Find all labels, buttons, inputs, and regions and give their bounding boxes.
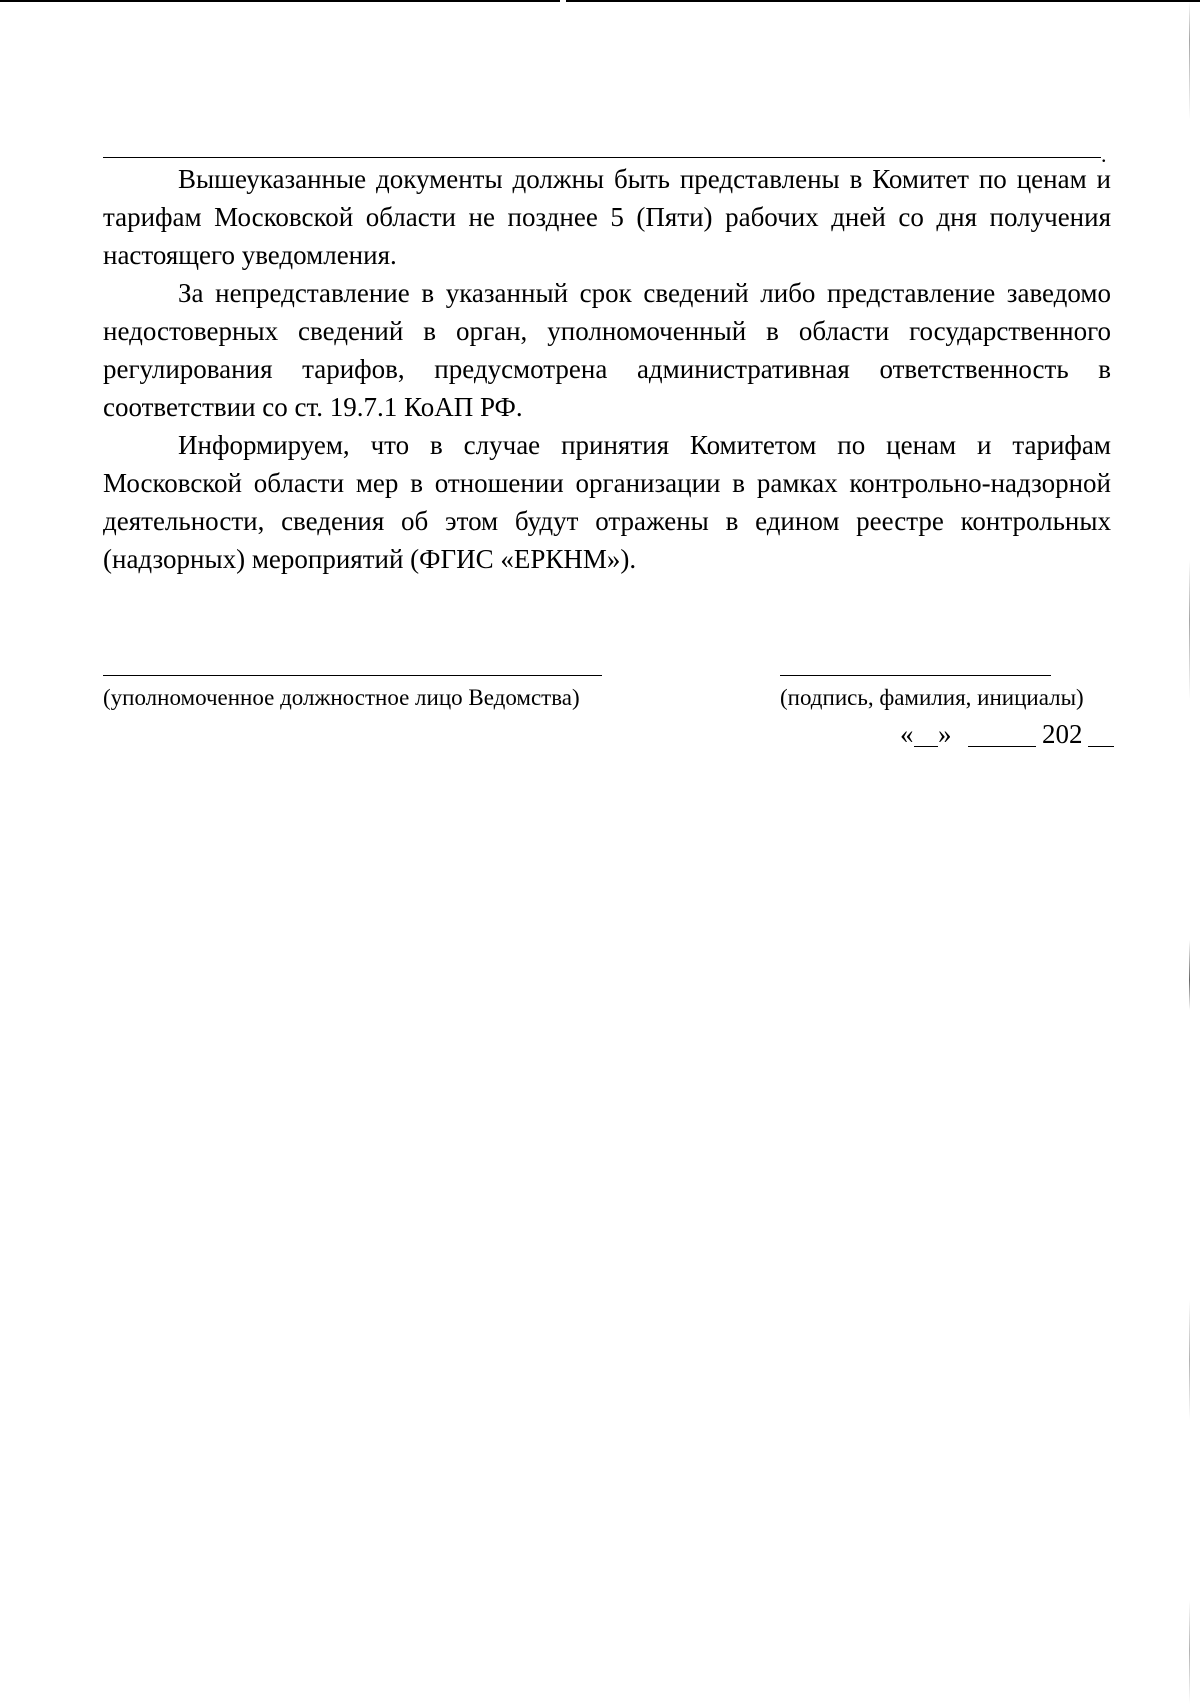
date-open-quote: « [900, 719, 914, 749]
paragraph-liability: За непредставление в указанный срок сведений либо представление заведомо недостоверных сведений в орган, уполномоченный в области государственного регулирования тарифов, предусмотрена административная ответственность в соответствии со ст. 19.7.1 КоАП РФ. [103, 278, 1111, 422]
paragraph-registry: Информируем, что в случае принятия Комитетом по ценам и тарифам Московской области мер в отношении организации в рамках контрольно-надзорной деятельности, сведения об этом будут отражены в едином реестре контрольных (надзорных) мероприятий (ФГИС «ЕРКНМ»). [103, 430, 1111, 574]
scan-top-edge-gap [560, 0, 566, 3]
date-year-blank [1088, 746, 1114, 747]
fill-in-line-period: . [1101, 142, 1107, 167]
body-text [103, 160, 1111, 578]
date-field [900, 716, 1114, 752]
signature-caption: (подпись, фамилия, инициалы) [780, 685, 1084, 710]
paragraph-deadline: Вышеуказанные документы должны быть представлены в Комитет по ценам и тарифам Московской области не позднее 5 (Пяти) рабочих дней со дня получения настоящего уведомления. [103, 164, 1111, 270]
date-close-quote: » [938, 719, 952, 749]
official-caption: (уполномоченное должностное лицо Ведомства) [103, 685, 580, 710]
date-month-blank [968, 746, 1036, 747]
signature-line [780, 675, 1051, 676]
scan-top-edge [0, 0, 1200, 2]
official-signature-line [103, 675, 602, 676]
fill-in-line [103, 157, 1101, 158]
scan-right-edge [1189, 0, 1190, 1704]
date-day-blank [914, 746, 938, 747]
date-year-prefix: 202 [1042, 719, 1083, 749]
